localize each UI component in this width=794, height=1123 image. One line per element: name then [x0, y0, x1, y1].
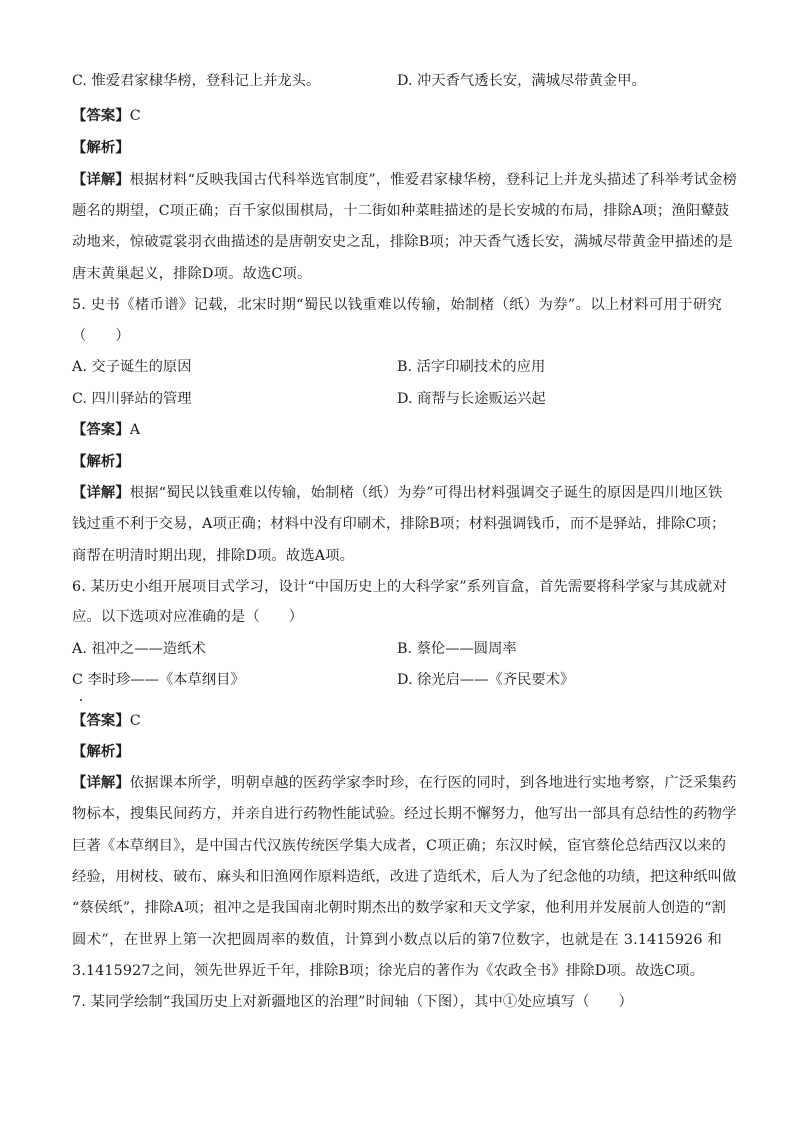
- q4-detail-line-4: 唐末黄巢起义，排除D项。故选C项。: [72, 266, 312, 282]
- q4-option-c[interactable]: C. 惟爱君家棣华榜，登科记上并龙头。: [72, 73, 321, 89]
- detail-label: 【详解】: [72, 775, 130, 791]
- q6-option-a[interactable]: A. 祖冲之——造纸术: [72, 641, 206, 657]
- answer-label: 【答案】: [72, 108, 130, 124]
- q5-option-d[interactable]: D. 商帮与长途贩运兴起: [397, 391, 546, 407]
- q5-stem-line-2: （ ）: [72, 328, 130, 344]
- q6-option-d[interactable]: D. 徐光启——《齐民要术》: [397, 672, 575, 688]
- q6-options-ab: [72, 639, 722, 659]
- q5-stem-line-1: 5. 史书《楮币谱》记载，北宋时期“蜀民以钱重难以传输，始制楮（纸）为券”。以上材料可用于研究: [72, 297, 722, 313]
- q6-stem-line-2: 应。以下选项对应准确的是（ ）: [72, 609, 304, 625]
- q4-answer: [72, 106, 722, 126]
- q6-detail-line-6: 圆术”，在世界上第一次把圆周率的数值，计算到小数点以后的第7位数字，也就是在 3.1415926 和: [72, 932, 722, 948]
- answer-value: C: [129, 713, 141, 729]
- q4-detail-line-2: 题名的期望，C项正确；百千家似围棋局，十二街如种菜畦描述的是长安城的布局，排除A项；渔阳鼙鼓: [72, 203, 730, 219]
- q5-analysis-heading: 【解析】: [72, 454, 130, 470]
- q5-options-ab: [72, 357, 722, 377]
- q5-option-b[interactable]: B. 活字印刷技术的应用: [397, 359, 546, 375]
- answer-value: C: [129, 108, 141, 124]
- q5-answer: [72, 420, 722, 440]
- q6-option-c[interactable]: C 李时珍——《本草纲目》: [72, 672, 245, 688]
- q4-analysis-heading: 【解析】: [72, 140, 130, 156]
- detail-label: 【详解】: [72, 485, 130, 501]
- q6-detail-line-5: “蔡侯纸”，排除A项；祖冲之是我国南北朝时期杰出的数学家和天文学家，他利用并发展前人创造的“割: [72, 900, 727, 916]
- q6-detail-line-7: 3.1415927之间，领先世界近千年，排除B项；徐光启的著作为《农政全书》排除D项。故选C项。: [72, 963, 705, 979]
- q4-detail-line-1: 【详解】根据材料“反映我国古代科举选官制度”，惟爱君家棣华榜，登科记上并龙头描述了科举考试金榜: [72, 172, 738, 188]
- answer-label: 【答案】: [72, 713, 130, 729]
- answer-value: A: [129, 422, 141, 438]
- q6-detail-line-2: 物标本，搜集民间药方，并亲自进行药物性能试验。经过长期不懈努力，他写出一部具有总结性的药物学: [72, 806, 737, 822]
- q4-option-d[interactable]: D. 冲天香气透长安，满城尽带黄金甲。: [397, 73, 646, 89]
- q6-stem-line-1: 6. 某历史小组开展项目式学习，设计“中国历史上的大科学家”系列盲盒，首先需要将科学家与其成就对: [72, 579, 727, 595]
- q5-detail-line-1: 【详解】根据“蜀民以钱重难以传输，始制楮（纸）为券”可得出材料强调交子诞生的原因是四川地区铁: [72, 485, 723, 501]
- detail-label: 【详解】: [72, 172, 130, 188]
- q6-detail-line-3: 巨著《本草纲目》，是中国古代汉族传统医学集大成者，C项正确；东汉时候，宦官蔡伦总结西汉以来的: [72, 838, 727, 854]
- q6-detail-line-4: 经验，用树枝、破布、麻头和旧渔网作原料造纸，改进了造纸术，后人为了纪念他的功绩，把这种纸叫做: [72, 869, 737, 885]
- answer-label: 【答案】: [72, 422, 130, 438]
- q6-answer: [72, 711, 722, 731]
- q6-detail-line-1: 【详解】依据课本所学，明朝卓越的医药学家李时珍，在行医的同时，到各地进行实地考察，广泛采集药: [72, 775, 737, 791]
- q6-options-cd: [72, 670, 722, 690]
- q4-options-cd: [72, 71, 722, 91]
- q5-option-a[interactable]: A. 交子诞生的原因: [72, 359, 192, 375]
- q5-options-cd: [72, 389, 722, 409]
- q7-stem: 7. 某同学绘制“我国历史上对新疆地区的治理”时间轴（下图），其中①处应填写（ ）: [72, 994, 633, 1010]
- q5-detail-line-2: 钱过重不利于交易，A项正确；材料中没有印刷术，排除B项；材料强调钱币，而不是驿站，排除C项；: [72, 516, 726, 532]
- stray-dot: [80, 699, 82, 701]
- q4-detail-line-3: 动地来，惊破霓裳羽衣曲描述的是唐朝安史之乱，排除B项；冲天香气透长安，满城尽带黄金甲描述的是: [72, 234, 733, 250]
- q5-detail-line-3: 商帮在明清时期出现，排除D项。故选A项。: [72, 548, 355, 564]
- q5-option-c[interactable]: C. 四川驿站的管理: [72, 391, 192, 407]
- q6-option-b[interactable]: B. 蔡伦——圆周率: [397, 641, 517, 657]
- q6-analysis-heading: 【解析】: [72, 744, 130, 760]
